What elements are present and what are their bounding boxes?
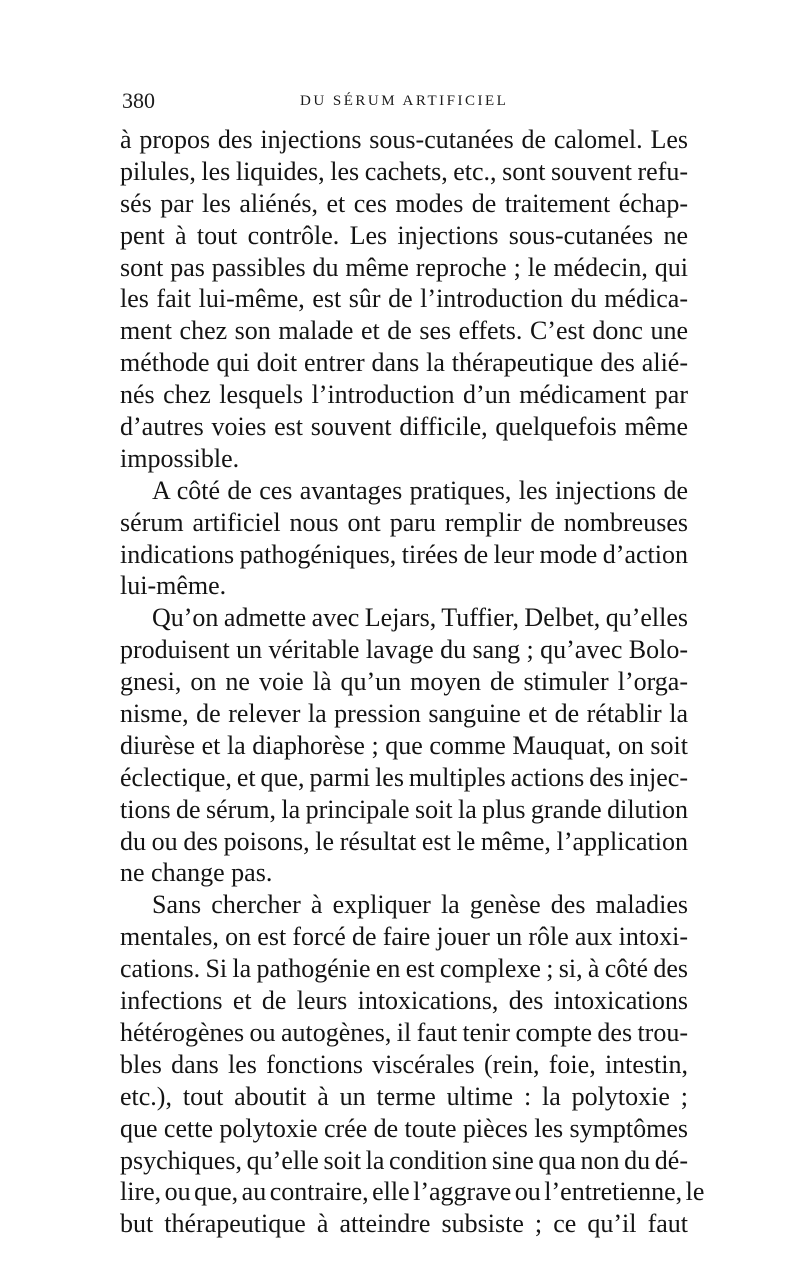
text-line: Qu’on admette avec Lejars, Tuffier, Delbet, qu’elles [152,603,688,633]
text-line: psychiques, qu’elle soit la condition sine qua non du dé- [120,1145,688,1175]
text-line: hétérogènes ou autogènes, il faut tenir compte des trou- [120,1017,688,1047]
text-line: gnesi, on ne voie là qu’un moyen de stimuler l’orga- [120,667,688,697]
text-line: que cette polytoxie crée de toute pièces les symptômes [120,1113,688,1143]
text-line: bles dans les fonctions viscérales (rein, foie, intestin, [120,1049,688,1079]
text-line: but thérapeutique à atteindre subsiste ; ce qu’il faut [120,1209,688,1239]
text-line: cations. Si la pathogénie en est complexe ; si, à côté des [120,954,688,984]
running-head [122,88,682,118]
text-line: pilules, les liquides, les cachets, etc., sont souvent refu- [120,156,688,186]
text-line: Sans chercher à expliquer la genèse des maladies [152,890,688,920]
text-line: d’autres voies est souvent difficile, quelquefois même [120,412,688,442]
text-line: etc.), tout aboutit à un terme ultime : la polytoxie ; [120,1081,688,1111]
text-line: du ou des poisons, le résultat est le même, l’application [120,826,688,856]
running-title: DU SÉRUM ARTIFICIEL [300,93,509,109]
text-line: les fait lui-même, est sûr de l’introduction du médica- [120,284,688,314]
text-line: diurèse et la diaphorèse ; que comme Mauquat, on soit [120,730,688,760]
page-number: 380 [122,88,155,113]
text-line: nisme, de relever la pression sanguine et de rétablir la [120,699,688,729]
text-line: lire, ou que, au contraire, elle l’aggrave ou l’entretienne, le [120,1177,705,1207]
text-line: sont pas passibles du même reproche ; le médecin, qui [120,252,688,282]
text-line: mentales, on est forcé de faire jouer un rôle aux intoxi- [120,922,688,952]
text-line: sérum artificiel nous ont paru remplir de nombreuses [120,507,688,537]
text-line: ne change pas. [120,858,273,888]
text-line: produisent un véritable lavage du sang ; qu’avec Bolo- [120,635,688,665]
text-line: nés chez lesquels l’introduction d’un médicament par [120,380,688,410]
text-line: à propos des injections sous-cutanées de calomel. Les [120,125,688,154]
text-line: A côté de ces avantages pratiques, les injections de [152,475,688,505]
text-line: tions de sérum, la principale soit la plus grande dilution [120,794,688,824]
body-text [120,124,705,1240]
text-line: ment chez son malade et de ses effets. C’est donc une [120,316,688,346]
text-line: sés par les aliénés, et ces modes de traitement échap- [120,188,688,218]
text-line: lui-même. [120,571,227,601]
text-line: impossible. [120,443,240,473]
text-line: infections et de leurs intoxications, des intoxications [120,986,688,1016]
text-line: éclectique, et que, parmi les multiples actions des injec- [120,762,688,792]
text-line: méthode qui doit entrer dans la thérapeutique des alié- [120,348,688,378]
text-line: pent à tout contrôle. Les injections sous-cutanées ne [120,220,688,250]
text-line: indications pathogéniques, tirées de leur mode d’action [120,539,688,569]
